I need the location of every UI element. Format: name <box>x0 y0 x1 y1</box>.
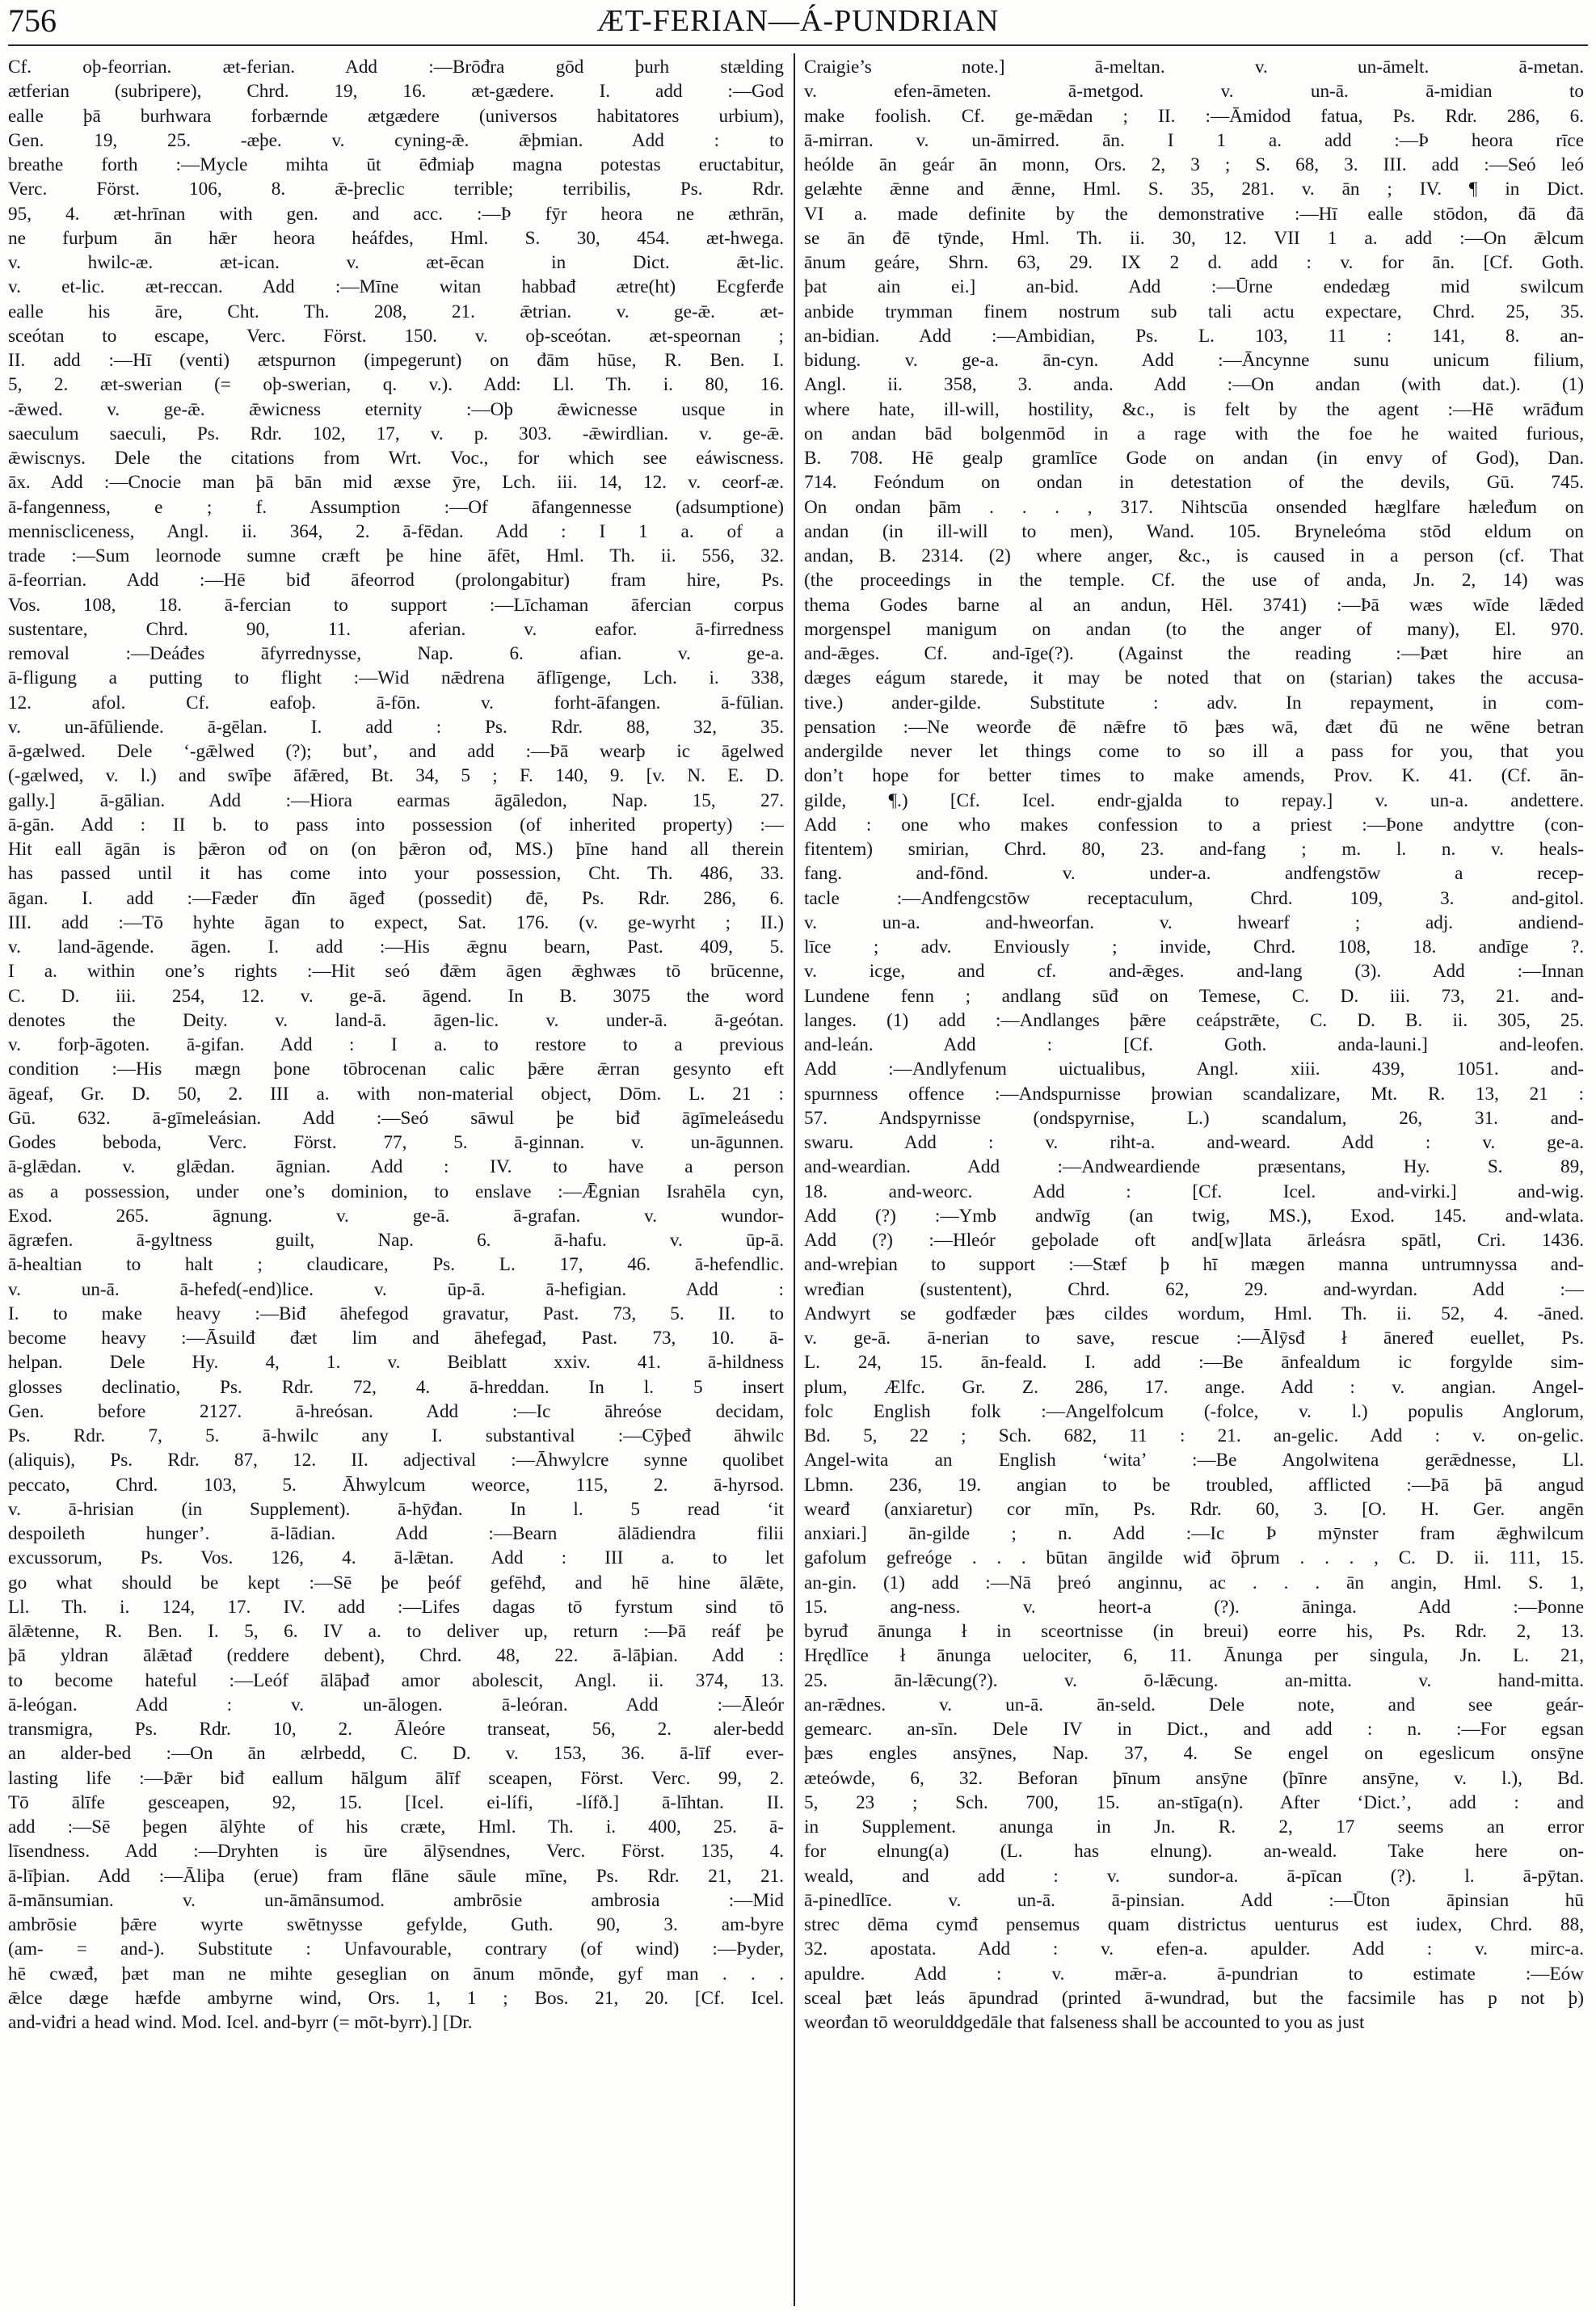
left-column <box>8 55 784 2305</box>
text-line: (the proceedings in the temple. Cf. the use of anda, Jn. 2, 14) was <box>804 570 1584 591</box>
text-line: þat ain ei.] an-bid. Add :—Ūrne endedæg mid swilcum <box>804 276 1584 298</box>
text-line: become heavy :—Āsuilđ đæt lim and āhefegađ, Past. 73, 10. ā- <box>8 1328 784 1349</box>
text-line: v. hwilc-æ. æt-ican. v. æt-ēcan in Dict. ǣt-lic. <box>8 252 784 273</box>
text-line: Bd. 5, 22 ; Sch. 682, 11 : 21. an-gelic. Add : v. on-gelic. <box>804 1425 1584 1446</box>
text-line: Add :—Andlyfenum uictualibus, Angl. xiii. 439, 1051. and- <box>804 1059 1584 1080</box>
page-header <box>0 0 1596 47</box>
text-line: Exod. 265. āgnung. v. ge-ā. ā-grafan. v. wundor- <box>8 1205 784 1227</box>
text-line: helpan. Dele Hy. 4, 1. v. Beiblatt xxiv. 41. ā-hildness <box>8 1352 784 1374</box>
text-line: breathe forth :—Mycle mihta ūt ēđmiaþ magna potestas eructabitur, <box>8 154 784 175</box>
text-line: heólde ān geár ān monn, Ors. 2, 3 ; S. 68, 3. III. add :—Seó leó <box>804 154 1584 175</box>
text-line: ā-mirran. v. un-āmirred. ān. I 1 a. add :—Þ heora rīce <box>804 129 1584 151</box>
text-line: fang. and-fōnd. v. under-a. andfengstōw a recep- <box>804 863 1584 885</box>
text-line: on andan bād bolgenmōd in a rage with the foe he waited furious, <box>804 423 1584 444</box>
text-line: plum, Ælfc. Gr. Z. 286, 17. ange. Add : v. angian. Angel- <box>804 1376 1584 1398</box>
text-line: Add : one who makes confession to a priest :—Þone andyttre (con- <box>804 814 1584 836</box>
text-line: pensation :—Ne weorđe đē nǣfre tō þæs wā, đæt đū ne wēne betran <box>804 716 1584 738</box>
text-line: v. icge, and cf. and-ǣges. and-lang (3). Add :—Innan <box>804 961 1584 983</box>
text-line: peccato, Chrd. 103, 5. Āhwylcum weorce, 115, 2. ā-hyrsod. <box>8 1474 784 1496</box>
text-line: ealle þā burhwara forbærnde ætgædere (universos habitatores urbium), <box>8 105 784 127</box>
right-column <box>804 55 1584 2305</box>
text-line: wearđ (anxiaretur) cor mīn, Ps. Rdr. 60, 3. [O. H. Ger. angēn <box>804 1498 1584 1520</box>
text-line: for elnung(a) (L. has elnung). an-weald. Take here on- <box>804 1841 1584 1863</box>
text-line: ā-leógan. Add : v. un-ālogen. ā-leóran. Add :—Āleór <box>8 1694 784 1715</box>
text-line: II. add :—Hī (venti) ætspurnon (impegerunt) on đām hūse, R. Ben. I. <box>8 350 784 371</box>
text-line: andergilde never let things come to so ill a pass for you, that you <box>804 741 1584 762</box>
text-line: Vos. 108, 18. ā-fercian to support :—Līchaman āfercian corpus <box>8 594 784 616</box>
text-line: āx. Add :—Cnocie man þā bān mid æxse ȳre, Lch. iii. 14, 12. v. ceorf-æ. <box>8 472 784 494</box>
text-line: weald, and add : v. sundor-a. ā-pīcan (?). l. ā-pȳtan. <box>804 1865 1584 1887</box>
text-line: Gū. 632. ā-gīmeleásian. Add :—Seó sāwul þe biđ āgīmeleásedu <box>8 1107 784 1129</box>
text-line: despoileth hunger’. ā-lādian. Add :—Bearn ālādiendra filii <box>8 1523 784 1544</box>
text-line: 95, 4. æt-hrīnan with gen. and acc. :—Þ fȳr heora ne æthrān, <box>8 203 784 225</box>
text-line: Godes beboda, Verc. Först. 77, 5. ā-ginnan. v. un-āgunnen. <box>8 1132 784 1153</box>
text-line: 32. apostata. Add : v. efen-a. apulder. Add : v. mirc-a. <box>804 1938 1584 1960</box>
text-line: an-rǣdnes. v. un-ā. ān-seld. Dele note, and see geár- <box>804 1694 1584 1715</box>
text-line: and-leán. Add : [Cf. Goth. anda-launi.] and-leofen. <box>804 1034 1584 1055</box>
text-line: Angl. ii. 358, 3. anda. Add :—On andan (with dat.). (1) <box>804 374 1584 396</box>
text-line: v. et-lic. æt-reccan. Add :—Mīne witan habbađ ætre(ht) Ecgferđe <box>8 276 784 298</box>
text-line: Andwyrt se godfæder þæs cildes wordum, Hml. Th. ii. 52, 4. -āned. <box>804 1303 1584 1324</box>
text-line: an alder-bed :—On ān ælrbedd, C. D. v. 153, 36. ā-līf ever- <box>8 1743 784 1765</box>
text-line: Tō ālīfe gesceapen, 92, 15. [Icel. ei-lífi, -lífð.] ā-līhtan. II. <box>8 1791 784 1813</box>
text-line: and-wreþian to support :—Stæf þ hī mægen manna untrumnyssa and- <box>804 1254 1584 1276</box>
text-line: as a possession, under one’s dominion, to enslave :—Ǣgnian Israhēla cyn, <box>8 1181 784 1202</box>
text-line: Ll. Th. i. 124, 17. IV. add :—Lifes dagas tō fyrstum sind tō <box>8 1596 784 1618</box>
text-line: an-bidian. Add :—Ambidian, Ps. L. 103, 11 : 141, 8. an- <box>804 325 1584 347</box>
text-line: ālǣtenne, R. Ben. I. 5, 6. IV a. to deliver up, return :—Þā reáf þe <box>8 1621 784 1642</box>
text-line: ǣlce dæge hæfde ambyrne wind, Ors. 1, 1 ; Bos. 21, 20. [Cf. Icel. <box>8 1987 784 2009</box>
text-line: Craigie’s note.] ā-meltan. v. un-āmelt. ā-metan. <box>804 57 1584 78</box>
text-line: has passed until it has come into your possession, Cht. Th. 486, 33. <box>8 863 784 885</box>
text-line: Lbmn. 236, 19. angian to be troubled, afflicted :—Þā þā angud <box>804 1474 1584 1496</box>
text-line: līsendness. Add :—Dryhten is ūre ālȳsendnes, Verc. Först. 135, 4. <box>8 1841 784 1863</box>
text-line: Add (?) :—Hleór geþolade oft and[w]lata ārleásra spātl, Cri. 1436. <box>804 1230 1584 1251</box>
text-line: bidung. v. ge-a. ān-cyn. Add :—Āncynne sunu unicum filium, <box>804 350 1584 371</box>
text-line: make foolish. Cf. ge-mǣdan ; II. :—Āmidod fatua, Ps. Rdr. 286, 6. <box>804 105 1584 127</box>
text-line: āgeaf, Gr. D. 50, 2. III a. with non-material object, Dōm. L. 21 : <box>8 1083 784 1105</box>
text-line: in Supplement. anunga in Jn. R. 2, 17 seems an error <box>804 1816 1584 1837</box>
text-line: Lundene fenn ; andlang sūđ on Temese, C. D. iii. 73, 21. and- <box>804 985 1584 1007</box>
text-line: glosses declinatio, Ps. Rdr. 72, 4. ā-hreddan. In l. 5 insert <box>8 1376 784 1398</box>
text-line: Add (?) :—Ymb andwīg (an twig, MS.), Exod. 145. and-wlata. <box>804 1205 1584 1227</box>
text-line: trade :—Sum leornode sumne cræft þe hine āfēt, Hml. Th. ii. 556, 32. <box>8 545 784 566</box>
text-line: se ān đē tȳnde, Hml. Th. ii. 30, 12. VII 1 a. add :—On ǣlcum <box>804 227 1584 249</box>
text-line: þā yldran ālǣtađ (reddere debent), Chrd. 48, 22. ā-lāþian. Add : <box>8 1645 784 1667</box>
text-line: removal :—Deáđes āfyrrednysse, Nap. 6. afian. v. ge-a. <box>8 643 784 664</box>
text-line: weorđan tō weorulddgedāle that falseness shall be accounted to you as just <box>804 2012 1365 2033</box>
text-line: v. un-āfūliende. ā-gēlan. I. add : Ps. Rdr. 88, 32, 35. <box>8 716 784 738</box>
text-line: -ǣwed. v. ge-ǣ. ǣwicness eternity :—Oþ ǣwicnesse usque in <box>8 398 784 420</box>
text-line: don’t hope for better times to make amends, Prov. K. 41. (Cf. ān- <box>804 765 1584 787</box>
text-line: ambrōsie þǣre wyrte swētnysse gefylde, Guth. 90, 3. am-byre <box>8 1914 784 1935</box>
text-line: Hrędlīce ł ānunga uelociter, 6, 11. Ānunga per singula, Jn. L. 21, <box>804 1645 1584 1667</box>
text-line: 18. and-weorc. Add : [Cf. Icel. and-virki.] and-wig. <box>804 1181 1584 1202</box>
text-line: denotes the Deity. v. land-ā. āgen-lic. v. under-ā. ā-geótan. <box>8 1009 784 1031</box>
text-line: dæges eágum starede, it may be noted that on (starian) takes the accusa- <box>804 667 1584 689</box>
text-line: ǣwiscnys. Dele the citations from Wrt. Voc., for which see eáwiscness. <box>8 448 784 469</box>
text-line: I. to make heavy :—Biđ āhefegod gravatur, Past. 73, 5. II. to <box>8 1303 784 1324</box>
text-line: ā-healtian to halt ; claudicare, Ps. L. 17, 46. ā-hefendlic. <box>8 1254 784 1276</box>
text-line: saeculum saeculi, Ps. Rdr. 102, 17, v. p. 303. -ǣwirdlian. v. ge-ǣ. <box>8 423 784 444</box>
text-line: ā-mānsumian. v. un-āmānsumod. ambrōsie ambrosia :—Mid <box>8 1889 784 1911</box>
text-line: ne furþum ān hǣr heora heáfdes, Hml. S. 30, 454. æt-hwega. <box>8 227 784 249</box>
text-line: æteówde, 6, 32. Beforan þīnum ansȳne (þīnre ansȳne, v. l.), Bd. <box>804 1767 1584 1789</box>
text-line: condition :—His mægn þone tōbrocenan calic þǣre ǣrran gesynto eft <box>8 1059 784 1080</box>
text-line: fitentem) smirian, Chrd. 80, 23. and-fang ; m. l. n. v. heals- <box>804 839 1584 860</box>
text-line: v. ge-ā. ā-nerian to save, rescue :—Ālȳsđ ł āneređ euellet, Ps. <box>804 1328 1584 1349</box>
running-title: ÆT-FERIAN—Á-PUNDRIAN <box>596 4 1000 38</box>
text-line: ā-pinedlīce. v. un-ā. ā-pinsian. Add :—Ūton āpinsian hū <box>804 1889 1584 1911</box>
text-line: gilde, ¶.) [Cf. Icel. endr-gjalda to repay.] v. un-a. andettere. <box>804 789 1584 811</box>
text-line: thema Godes barne al an andun, Hēl. 3741) :—Þā wæs wīde lǣded <box>804 594 1584 616</box>
text-line: v. ā-hrisian (in Supplement). ā-hȳđan. In l. 5 read ‘it <box>8 1498 784 1520</box>
text-line: spurnness offence :—Andspurnisse þrowian scandalizare, Mt. R. 13, 21 : <box>804 1083 1584 1105</box>
text-line: menniscliceness, Angl. ii. 364, 2. ā-fēdan. Add : I 1 a. of a <box>8 520 784 542</box>
text-line: strec dēma cymđ pensemus quam districtus uenturus est iudex, Chrd. 88, <box>804 1914 1584 1935</box>
text-line: āgan. I. add :—Fæder đīn āgeđ (possedit) đē, Ps. Rdr. 286, 6. <box>8 887 784 909</box>
page-number: 756 <box>8 2 57 39</box>
text-line: hē cwæđ, þæt man ne mihte geseglian on ānum mōnđe, gyf man . . . <box>8 1963 784 1985</box>
text-line: B. 708. Hē gealp gramlīce Gode on andan (in envy of God), Dan. <box>804 448 1584 469</box>
text-line: 57. Andspyrnisse (ondspyrnise, L.) scandalum, 26, 31. and- <box>804 1107 1584 1129</box>
text-line: Gen. 19, 25. -æþe. v. cyning-ǣ. ǣþmian. Add : to <box>8 129 784 151</box>
text-line: 12. afol. Cf. eafoþ. ā-fōn. v. forht-āfangen. ā-fūlian. <box>8 692 784 714</box>
text-line: gafolum gefreóge . . . būtan āngilde wiđ ōþrum . . . , C. D. ii. 111, 15. <box>804 1547 1584 1569</box>
text-line: folc English folk :—Angelfolcum (-folce, v. l.) populis Anglorum, <box>804 1400 1584 1422</box>
text-line: (am- = and-). Substitute : Unfavourable, contrary (of wind) :—Þyder, <box>8 1938 784 1960</box>
text-line: wređian (sustentent), Chrd. 62, 29. and-wyrdan. Add :— <box>804 1278 1584 1300</box>
text-line: 5, 2. æt-swerian (= oþ-swerian, q. v.). Add: Ll. Th. i. 80, 16. <box>8 374 784 396</box>
text-line: ānum geáre, Shrn. 63, 29. IX 2 d. add : v. for ān. [Cf. Goth. <box>804 252 1584 273</box>
text-line: ā-fligung a putting to flight :—Wid nǣdrena āflīgenge, Lch. i. 338, <box>8 667 784 689</box>
text-line: apuldre. Add : v. mǣr-a. ā-pundrian to estimate :—Eów <box>804 1963 1584 1985</box>
text-line: Ps. Rdr. 7, 5. ā-hwilc any I. substantival :—Cȳþeđ āhwilc <box>8 1425 784 1446</box>
text-line: (aliquis), Ps. Rdr. 87, 12. II. adjectival :—Āhwylcre synne quolibet <box>8 1450 784 1471</box>
text-line: and-weardian. Add :—Andweardiende præsentans, Hy. S. 89, <box>804 1156 1584 1178</box>
text-line: ætferian (subripere), Chrd. 19, 16. æt-gædere. I. add :—God <box>8 81 784 103</box>
text-line: I a. within one’s rights :—Hit seó đǣm āgen ǣghwæs tō brūcenne, <box>8 961 784 983</box>
header-rule <box>8 44 1588 46</box>
text-line: swaru. Add : v. riht-a. and-weard. Add : v. ge-a. <box>804 1132 1584 1153</box>
text-line: gelæhte ǣnne and ǣnne, Hml. S. 35, 281. v. ān ; IV. ¶ in Dict. <box>804 179 1584 200</box>
text-line: gemearc. an-sīn. Dele IV in Dict., and add : n. :—For egsan <box>804 1719 1584 1740</box>
text-line: langes. (1) add :—Andlanges þǣre ceápstrǣte, C. D. B. ii. 305, 25. <box>804 1009 1584 1031</box>
text-line: On ondan þām . . . , 317. Nihtscūa onsended hæglfare hæleđum on <box>804 496 1584 518</box>
text-line: sceal þæt leás āpundrad (printed ā-wundrad, but the facsimile has p not þ) <box>804 1987 1584 2009</box>
text-line: Cf. oþ-feorrian. æt-ferian. Add :—Brōđra gōd þurh stælding <box>8 57 784 78</box>
text-line: excussorum, Ps. Vos. 126, 4. ā-lǣtan. Add : III a. to let <box>8 1547 784 1569</box>
text-line: 5, 23 ; Sch. 700, 15. an-stīga(n). After ‘Dict.’, add : and <box>804 1791 1584 1813</box>
text-line: and-viđri a head wind. Mod. Icel. and-byrr (= mōt-byrr).] [Dr. <box>8 2012 473 2033</box>
text-line: v. land-āgende. āgen. I. add :—His ǣgnu bearn, Past. 409, 5. <box>8 937 784 958</box>
text-line: where hate, ill-will, hostility, &c., is felt by the agent :—Hē wrāđum <box>804 398 1584 420</box>
text-line: go what should be kept :—Sē þe þeóf gefēhđ, and hē hine ālǣte, <box>8 1572 784 1593</box>
text-line: Verc. Först. 106, 8. ǣ-þreclic terrible; terribilis, Ps. Rdr. <box>8 179 784 200</box>
text-line: āgræfen. ā-gyltness guilt, Nap. 6. ā-hafu. v. ūp-ā. <box>8 1230 784 1251</box>
text-line: ealle his āre, Cht. Th. 208, 21. ǣtrian. v. ge-ǣ. æt- <box>8 301 784 322</box>
text-line: to become hateful :—Leóf ālāþađ amor abolescit, Angl. ii. 374, 13. <box>8 1669 784 1691</box>
text-line: III. add :—Tō hyhte āgan to expect, Sat. 176. (v. ge-wyrht ; II.) <box>8 911 784 933</box>
text-line: Angel-wita an English ‘wita’ :—Be Angolwitena gerǣdnesse, Ll. <box>804 1450 1584 1471</box>
text-line: ā-fangenness, e ; f. Assumption :—Of āfangennesse (adsumptione) <box>8 496 784 518</box>
text-line: morgenspel manigum on andan (to the anger of many), El. 970. <box>804 618 1584 640</box>
text-line: (-gælwed, v. l.) and swīþe āfǣred, Bt. 34, 5 ; F. 140, 9. [v. N. E. D. <box>8 765 784 787</box>
text-line: 714. Feóndum on ondan in detestation of the devils, Gū. 745. <box>804 472 1584 494</box>
text-line: sustentare, Chrd. 90, 11. aferian. v. eafor. ā-firredness <box>8 618 784 640</box>
text-line: Hit eall āgān is þǣron ođ on (on þǣron ođ, MS.) þīne hand all therein <box>8 839 784 860</box>
text-line: and-ǣges. Cf. and-īge(?). (Against the reading :—Þæt hire an <box>804 643 1584 664</box>
text-line: līce ; adv. Enviously ; invide, Chrd. 108, 18. andīge ?. <box>804 937 1584 958</box>
text-line: an-gin. (1) add :—Nā þreó anginnu, ac . . . ān angin, Hml. S. 1, <box>804 1572 1584 1593</box>
text-line: anxiari.] ān-gilde ; n. Add :—Ic Þ mȳnster fram ǣghwilcum <box>804 1523 1584 1544</box>
text-line: gally.] ā-gālian. Add :—Hiora earmas āgāledon, Nap. 15, 27. <box>8 789 784 811</box>
text-line: ā-gān. Add : II b. to pass into possession (of inherited property) :— <box>8 814 784 836</box>
column-divider <box>794 53 795 2306</box>
text-line: v. un-a. and-hweorfan. v. hwearf ; adj. andiend- <box>804 911 1584 933</box>
text-line: transmigra, Ps. Rdr. 10, 2. Āleóre transeat, 56, 2. aler-bedd <box>8 1719 784 1740</box>
text-line: 25. ān-lǣcung(?). v. ō-lǣcung. an-mitta. v. hand-mitta. <box>804 1669 1584 1691</box>
text-line: anbide trymman finem nostrum sub tali actu expectare, Chrd. 25, 35. <box>804 301 1584 322</box>
text-line: andan, B. 2314. (2) where anger, &c., is caused in a person (cf. That <box>804 545 1584 566</box>
text-line: lasting life :—Þǣr biđ eallum hālgum ālīf sceapen, Först. Verc. 99, 2. <box>8 1767 784 1789</box>
text-line: add :—Sē þegen ālȳhte of his cræte, Hml. Th. i. 400, 25. ā- <box>8 1816 784 1837</box>
text-line: byruđ ānunga ł in sceortnisse (in breui) eorre his, Ps. Rdr. 2, 13. <box>804 1621 1584 1642</box>
text-line: þæs engles ansȳnes, Nap. 37, 4. Se engel on egeslicum onsȳne <box>804 1743 1584 1765</box>
text-line: ā-līþian. Add :—Āliþa (erue) fram flāne sāule mīne, Ps. Rdr. 21, 21. <box>8 1865 784 1887</box>
text-line: ā-gælwed. Dele ‘-gǣlwed (?); but’, and add :—Þā wearþ ic āgelwed <box>8 741 784 762</box>
text-line: andan (in ill-will to men), Wand. 105. Bryneleóma stōd eldum on <box>804 520 1584 542</box>
text-line: ā-glǣdan. v. glǣdan. āgnian. Add : IV. to have a person <box>8 1156 784 1178</box>
text-line: L. 24, 15. ān-feald. I. add :—Be ānfealdum ic forgylde sim- <box>804 1352 1584 1374</box>
text-line: VI a. made definite by the demonstrative :—Hī ealle stōdon, đā đā <box>804 203 1584 225</box>
text-line: sceótan to escape, Verc. Först. 150. v. oþ-sceótan. æt-speornan ; <box>8 325 784 347</box>
text-line: v. un-ā. ā-hefed(-end)lice. v. ūp-ā. ā-hefigian. Add : <box>8 1278 784 1300</box>
text-line: 15. ang-ness. v. heort-a (?). āninga. Add :—Þonne <box>804 1596 1584 1618</box>
text-line: tacle :—Andfengcstōw receptaculum, Chrd. 109, 3. and-gitol. <box>804 887 1584 909</box>
text-line: C. D. iii. 254, 12. v. ge-ā. āgend. In B. 3075 the word <box>8 985 784 1007</box>
text-line: ā-feorrian. Add :—Hē biđ āfeorrod (prolongabitur) fram hire, Ps. <box>8 570 784 591</box>
text-line: v. forþ-āgoten. ā-gifan. Add : I a. to restore to a previous <box>8 1034 784 1055</box>
text-line: tive.) ander-gilde. Substitute : adv. In repayment, in com- <box>804 692 1584 714</box>
text-line: v. efen-āmeten. ā-metgod. v. un-ā. ā-midian to <box>804 81 1584 103</box>
text-line: Gen. before 2127. ā-hreósan. Add :—Ic āhreóse decidam, <box>8 1400 784 1422</box>
